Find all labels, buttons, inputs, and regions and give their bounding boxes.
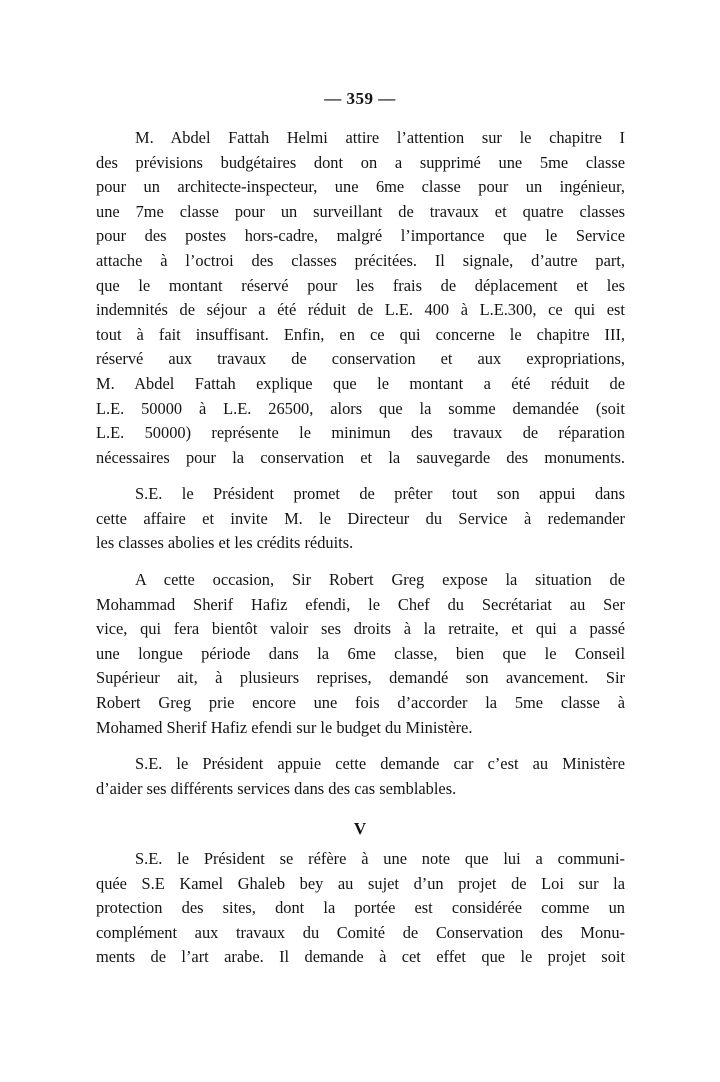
text-line: ments de l’art arabe. Il demande à cet effet que le projet soit: [96, 947, 625, 967]
text-line: M. Abdel Fattah Helmi attire l’attention sur le chapitre I: [135, 128, 625, 147]
page-number: — 359 —: [324, 89, 396, 108]
text-line: M. Abdel Fattah explique que le montant a été réduit de: [96, 373, 625, 393]
text-line: quée S.E Kamel Ghaleb bey au sujet d’un projet de Loi sur la: [96, 873, 625, 893]
text-line: S.E. le Président promet de prêter tout son appui dans: [135, 484, 625, 503]
text-line: A cette occasion, Sir Robert Greg expose la situation de: [135, 570, 625, 589]
text-line: protection des sites, dont la portée est considérée comme un: [96, 898, 625, 918]
text-line: des prévisions budgétaires dont on a supprimé une 5me classe: [96, 152, 625, 172]
text-line: d’aider ses différents services dans des cas semblables.: [96, 778, 457, 798]
paragraph-5: [96, 847, 625, 970]
text-line: que le montant réservé pour les frais de déplacement et les: [96, 275, 625, 295]
text-line: Robert Greg prie encore une fois d’accorder la 5me classe à: [96, 692, 625, 712]
text-line: tout à fait insuffisant. Enfin, en ce qui concerne le chapitre III,: [96, 324, 625, 344]
text-line: pour un architecte-inspecteur, une 6me classe pour un ingénieur,: [96, 177, 625, 197]
text-line: les classes abolies et les crédits réduits.: [96, 533, 354, 553]
paragraph-4: [96, 752, 625, 801]
text-line: Mohammad Sherif Hafiz efendi, le Chef du Secrétariat au Ser: [96, 594, 625, 614]
text-line: nécessaires pour la conservation et la sauvegarde des monuments.: [96, 447, 625, 467]
text-line: L.E. 50000 à L.E. 26500, alors que la somme demandée (soit: [96, 398, 625, 418]
text-line: vice, qui fera bientôt valoir ses droits à la retraite, et qui a passé: [96, 619, 625, 639]
text-line: S.E. le Président se réfère à une note que lui a communi-: [135, 849, 625, 868]
text-line: une 7me classe pour un surveillant de travaux et quatre classes: [96, 201, 625, 221]
paragraph-3: [96, 568, 625, 740]
text-line: réservé aux travaux de conservation et aux expropriations,: [96, 349, 625, 369]
text-line: pour des postes hors-cadre, malgré l’importance que le Service: [96, 226, 625, 246]
text-line: Supérieur ait, à plusieurs reprises, demandé son avancement. Sir: [96, 668, 625, 688]
text-line: une longue période dans la 6me classe, bien que le Conseil: [96, 643, 625, 663]
text-line: attache à l’octroi des classes précitées. Il signale, d’autre part,: [96, 250, 625, 270]
paragraph-2: [96, 482, 625, 556]
text-line: L.E. 50000) représente le minimun des travaux de réparation: [96, 423, 625, 443]
text-line: Mohamed Sherif Hafiz efendi sur le budget du Ministère.: [96, 717, 473, 737]
paragraph-1: [96, 126, 625, 470]
text-line: complément aux travaux du Comité de Conservation des Monu-: [96, 922, 625, 942]
text-line: cette affaire et invite M. le Directeur du Service à redemander: [96, 508, 625, 528]
section-heading: V: [353, 819, 367, 838]
text-line: indemnités de séjour a été réduit de L.E. 400 à L.E.300, ce qui est: [96, 300, 625, 320]
text-line: S.E. le Président appuie cette demande car c’est au Ministère: [135, 754, 625, 773]
